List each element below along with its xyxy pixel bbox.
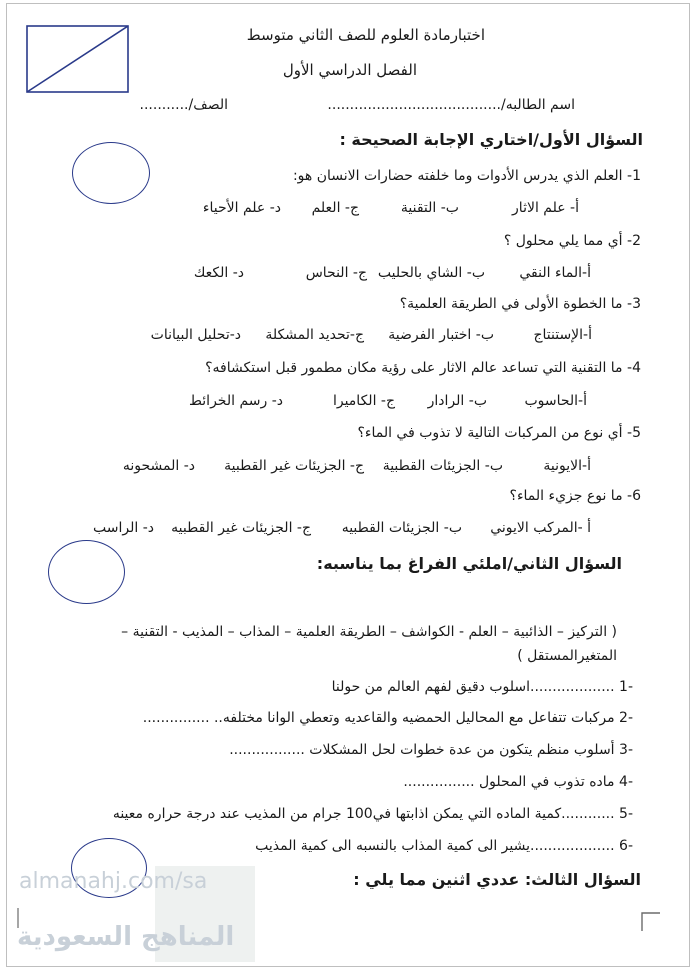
option-a[interactable]: أ- علم الاثار xyxy=(512,200,579,216)
option-c[interactable]: ج- العلم xyxy=(311,200,359,216)
question-4 xyxy=(205,360,641,376)
question-text: أي نوع من المركبات التالية لا تذوب في الماء؟ xyxy=(357,425,623,441)
option-c[interactable]: ج- الكاميرا xyxy=(332,393,395,409)
option-a[interactable]: أ-الماء النقي xyxy=(519,265,591,281)
item-text: ...................يشير الى كمية المذاب بالنسبه الى كمية المذيب xyxy=(255,838,615,854)
crossed-box xyxy=(26,25,129,93)
option-d[interactable]: د- علم الأحياء xyxy=(202,200,281,216)
option-a[interactable]: أ -المركب الايوني xyxy=(490,520,591,536)
option-b[interactable]: ب- الجزيئات القطبيه xyxy=(341,520,462,536)
option-b[interactable]: ب- التقنية xyxy=(400,200,459,216)
question-number: 3- xyxy=(627,296,641,312)
section2-heading: السؤال الثاني/املئي الفراغ بما يناسبه: xyxy=(316,554,622,573)
option-c[interactable]: ج- الجزيئات غير القطبيه xyxy=(171,520,311,536)
question-text: العلم الذي يدرس الأدوات وما خلفته حضارات الانسان هو: xyxy=(292,168,623,184)
question-6 xyxy=(510,488,641,504)
student-name-field: اسم الطالبه/....................................... xyxy=(327,97,575,113)
grade-oval xyxy=(72,142,150,204)
option-d[interactable]: د- رسم الخرائط xyxy=(189,393,283,409)
grade-oval xyxy=(48,540,125,604)
corner-mark xyxy=(641,912,661,932)
fill-item-4 xyxy=(403,774,633,790)
item-text: ............كمية الماده التي يمكن اذابتها في100 جرام من المذيب عند درجة حراره معينه xyxy=(112,806,615,822)
fill-item-3 xyxy=(229,742,633,758)
option-c[interactable]: ج- الجزيئات غير القطبية xyxy=(224,458,364,474)
question-number: 1- xyxy=(627,168,641,184)
option-b[interactable]: ب- الرادار xyxy=(427,393,487,409)
option-d[interactable]: د-تحليل البيانات xyxy=(150,327,241,343)
item-number: -2 xyxy=(619,710,633,726)
item-number: -6 xyxy=(619,838,633,854)
fill-item-5 xyxy=(113,806,633,822)
option-b[interactable]: ب- الجزيئات القطبية xyxy=(382,458,503,474)
option-b[interactable]: ب- اختبار الفرضية xyxy=(388,327,494,343)
item-number: -1 xyxy=(619,679,633,695)
section1-heading: السؤال الأول/اختاري الإجابة الصحيحة : xyxy=(339,130,643,149)
word-bank-line2: المتغيرالمستقل ) xyxy=(517,648,617,664)
item-text: مركبات تتفاعل مع المحاليل الحمضيه والقاعديه وتعطي الوانا مختلفه.. ............... xyxy=(142,710,615,726)
options-row xyxy=(5,327,689,347)
question-text: ما التقنية التي تساعد عالم الاثار على رؤية مكان مطمور قبل استكشافه؟ xyxy=(205,360,623,376)
fill-item-6 xyxy=(255,838,633,854)
question-text: ما نوع جزيء الماء؟ xyxy=(509,488,623,504)
item-text: أسلوب منظم يتكون من عدة خطوات لحل المشكلات ................. xyxy=(229,742,615,758)
option-a[interactable]: أ-الايونية xyxy=(543,458,591,474)
option-a[interactable]: أ-الإستنتاج xyxy=(533,327,592,343)
exam-title: اختبارمادة العلوم للصف الثاني متوسط xyxy=(246,26,485,44)
class-field: الصف/........... xyxy=(139,97,228,113)
watermark-brand: المناهج السعودية xyxy=(17,922,235,952)
fill-item-2 xyxy=(143,710,633,726)
option-d[interactable]: د- المشحونه xyxy=(122,458,195,474)
item-text: ...................اسلوب دقيق لفهم العالم من حولنا xyxy=(331,679,615,695)
fill-item-1 xyxy=(332,679,633,695)
word-bank-line1: ( التركيز – الذائبية – العلم - الكواشف – الطريقة العلمية – المذاب – المذيب - التقنية – xyxy=(121,624,617,640)
corner-mark xyxy=(10,908,20,928)
question-1 xyxy=(293,168,641,184)
exam-page xyxy=(6,3,690,967)
options-row xyxy=(5,520,689,540)
question-3 xyxy=(400,296,641,312)
question-2 xyxy=(504,233,641,249)
item-number: -4 xyxy=(619,774,633,790)
item-number: -5 xyxy=(619,806,633,822)
item-text: ماده تذوب في المحلول ................ xyxy=(403,774,615,790)
option-d[interactable]: د- الراسب xyxy=(93,520,154,536)
item-number: -3 xyxy=(619,742,633,758)
option-c[interactable]: ج-تحديد المشكلة xyxy=(265,327,364,343)
watermark-url: almanahj.com/sa xyxy=(19,869,208,894)
option-a[interactable]: أ-الحاسوب xyxy=(524,393,587,409)
question-number: 2- xyxy=(627,233,641,249)
option-c[interactable]: ج- النحاس xyxy=(305,265,367,281)
options-row xyxy=(5,458,689,478)
option-d[interactable]: د- الكعك xyxy=(193,265,244,281)
options-row xyxy=(5,265,689,285)
question-5 xyxy=(357,425,641,441)
options-row xyxy=(5,393,689,413)
options-row xyxy=(5,200,689,220)
question-number: 4- xyxy=(627,360,641,376)
section3-heading: السؤال الثالث: عددي اثنين مما يلي : xyxy=(353,870,641,889)
question-text: ما الخطوة الأولى في الطريقة العلمية؟ xyxy=(399,296,623,312)
question-number: 6- xyxy=(627,488,641,504)
question-number: 5- xyxy=(627,425,641,441)
option-b[interactable]: ب- الشاي بالحليب xyxy=(377,265,485,281)
question-text: أي مما يلي محلول ؟ xyxy=(503,233,623,249)
semester-label: الفصل الدراسي الأول xyxy=(282,61,417,79)
